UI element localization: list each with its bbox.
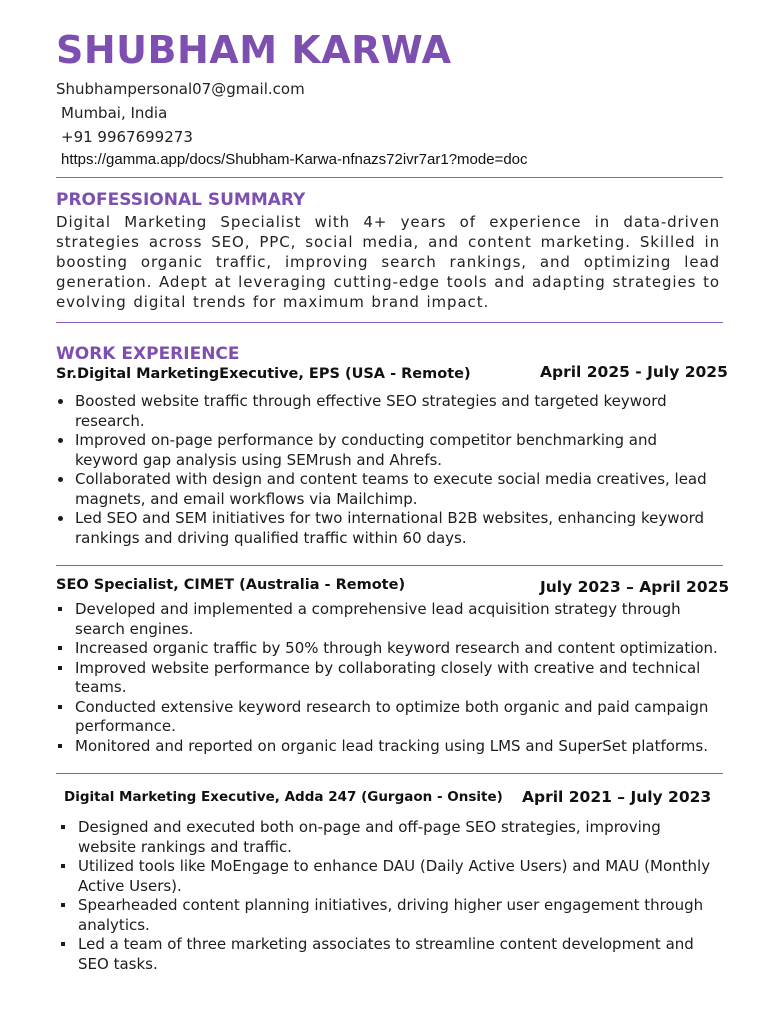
resume-name: SHUBHAM KARWA [56, 28, 452, 72]
job-dates: April 2021 – July 2023 [522, 788, 712, 806]
list-item: Improved website performance by collaborating closely with creative and technical teams. [56, 659, 724, 698]
job-title: Digital Marketing Executive, Adda 247 (Gurgaon - Onsite) [64, 789, 503, 805]
list-item: Led a team of three marketing associates to streamline content development and SEO tasks. [59, 935, 723, 974]
job-bullets [56, 600, 724, 756]
divider [56, 773, 723, 774]
contact-email: Shubhampersonal07@gmail.com [56, 80, 305, 98]
list-item: Utilized tools like MoEngage to enhance DAU (Daily Active Users) and MAU (Monthly Active Users). [59, 857, 723, 896]
divider [56, 322, 723, 323]
contact-location: Mumbai, India [61, 104, 168, 122]
job-title: Sr.Digital MarketingExecutive, EPS (USA - Remote) [56, 366, 471, 382]
list-item: Monitored and reported on organic lead tracking using LMS and SuperSet platforms. [56, 737, 724, 757]
summary-text: Digital Marketing Specialist with 4+ years of experience in data-driven strategies across SEO, PPC, social media, and content marketing. Skilled in boosting organic traffic, improving search rankings, and optimizing lead generation. Adept at leveraging cutting-edge tools and adapting strategies to evolving digital trends for maximum brand impact. [56, 213, 720, 311]
job-title: SEO Specialist, CIMET (Australia - Remote) [56, 577, 406, 593]
list-item: Increased organic traffic by 50% through keyword research and content optimization. [56, 639, 724, 659]
job-bullets [56, 392, 724, 548]
job-dates: July 2023 – April 2025 [540, 578, 730, 596]
list-item: Led SEO and SEM initiatives for two international B2B websites, enhancing keyword rankings and driving qualified traffic within 60 days. [56, 509, 724, 548]
list-item: Spearheaded content planning initiatives, driving higher user engagement through analytics. [59, 896, 723, 935]
summary-heading: PROFESSIONAL SUMMARY [56, 190, 306, 210]
list-item: Developed and implemented a comprehensive lead acquisition strategy through search engines. [56, 600, 724, 639]
list-item: Improved on-page performance by conducting competitor benchmarking and keyword gap analysis using SEMrush and Ahrefs. [56, 431, 724, 470]
divider [56, 565, 723, 566]
job-dates: April 2025 - July 2025 [540, 363, 728, 381]
experience-heading: WORK EXPERIENCE [56, 344, 240, 364]
list-item: Conducted extensive keyword research to optimize both organic and paid campaign performance. [56, 698, 724, 737]
contact-phone: +91 9967699273 [61, 128, 193, 146]
portfolio-link[interactable]: https://gamma.app/docs/Shubham-Karwa-nfnazs72ivr7ar1?mode=doc [61, 151, 528, 168]
divider [56, 177, 723, 178]
list-item: Designed and executed both on-page and off-page SEO strategies, improving website rankings and traffic. [59, 818, 723, 857]
job-bullets [59, 818, 723, 974]
list-item: Boosted website traffic through effective SEO strategies and targeted keyword research. [56, 392, 724, 431]
list-item: Collaborated with design and content teams to execute social media creatives, lead magnets, and email workflows via Mailchimp. [56, 470, 724, 509]
